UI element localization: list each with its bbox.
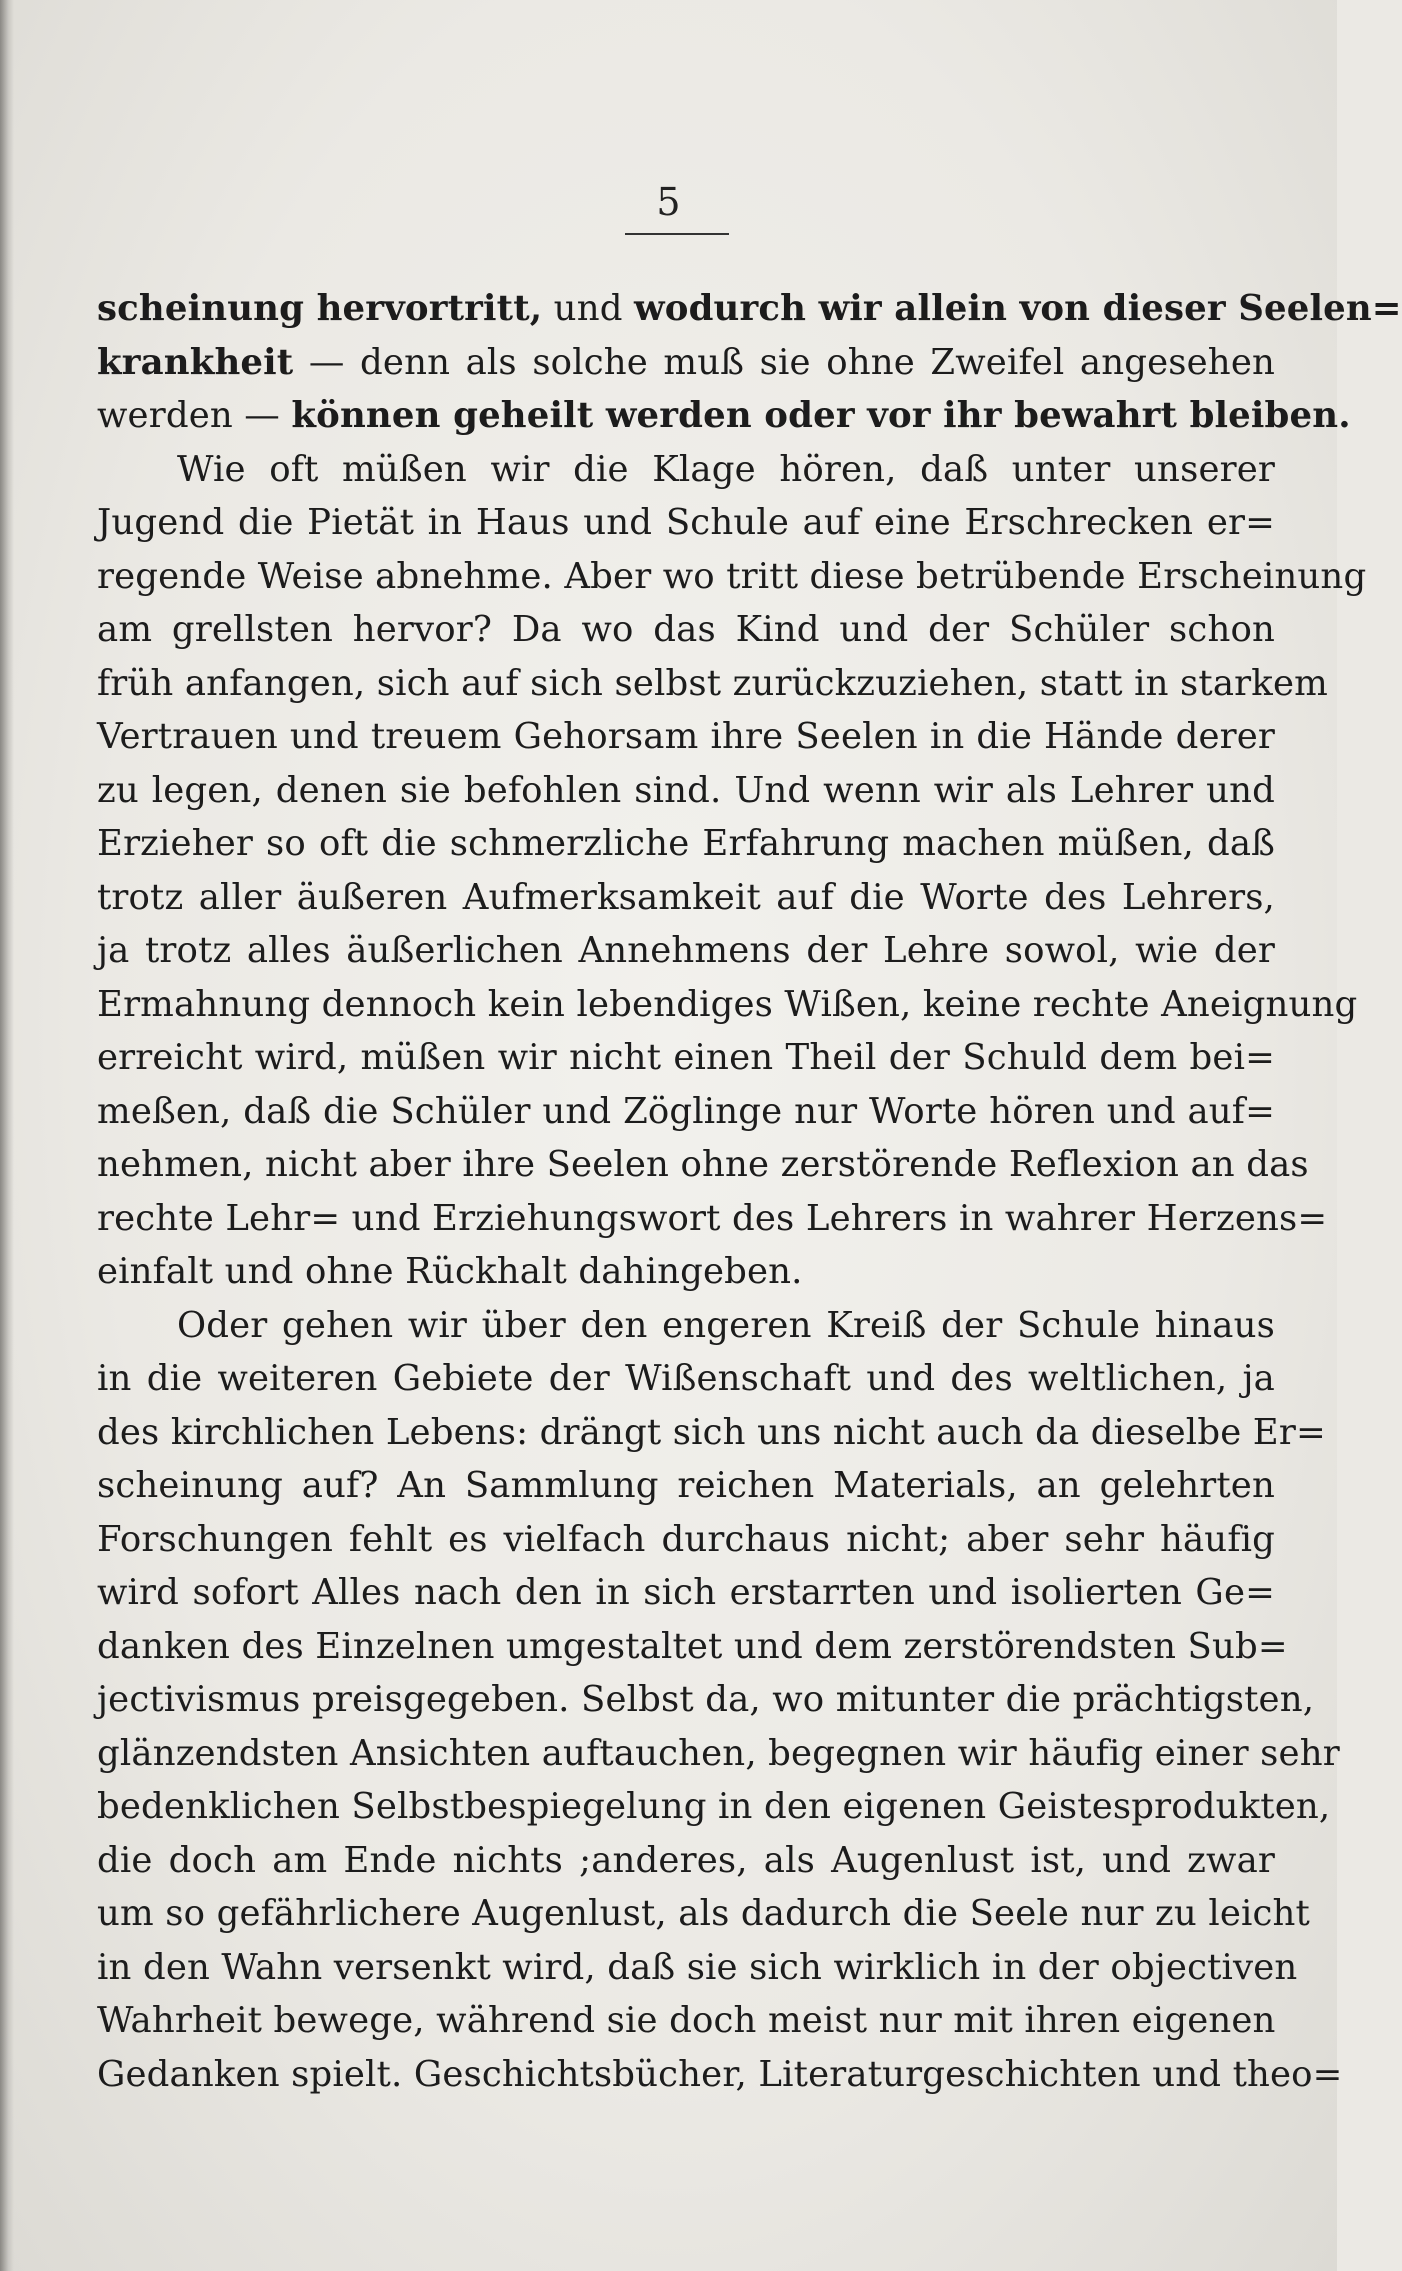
text-segment: regende Weise abnehme. Aber wo tritt diese betrübende Erscheinung (97, 555, 1367, 597)
body-text (97, 282, 1402, 2101)
text-line (97, 1299, 1275, 1353)
text-line (97, 2048, 1343, 2102)
text-segment: werden — (97, 395, 292, 436)
text-line (97, 282, 1402, 336)
text-line (97, 1085, 1275, 1139)
page-number-rule (625, 233, 729, 235)
text-line (97, 1941, 1298, 1995)
text-segment: Ermahnung dennoch kein lebendiges Wißen, keine rechte Aneignung (97, 983, 1358, 1025)
text-segment: wird sofort Alles nach den in sich erstarrten und isolierten Ge= (97, 1572, 1275, 1613)
text-segment: meßen, daß die Schüler und Zöglinge nur Worte hören und auf= (97, 1090, 1275, 1132)
text-segment: rechte Lehr= und Erziehungswort des Lehrers in wahrer Herzens= (97, 1197, 1328, 1239)
text-segment: Jugend die Pietät in Haus und Schule auf eine Erschrecken er= (97, 502, 1275, 543)
text-segment: Forschungen fehlt es vielfach durchaus nicht; aber sehr häufig (97, 1518, 1275, 1560)
text-line (97, 1406, 1326, 1460)
text-segment: um so gefährlichere Augenlust, als dadurch die Seele nur zu leicht (97, 1893, 1310, 1934)
text-segment: trotz aller äußeren Aufmerksamkeit auf die Worte des Lehrers, (97, 876, 1275, 918)
text-line (97, 1459, 1275, 1513)
text-segment: Oder gehen wir über den engeren Kreiß der Schule hinaus (177, 1304, 1275, 1346)
text-line (97, 443, 1275, 497)
text-segment: ja trotz alles äußerlichen Annehmens der Lehre sowol, wie der (97, 930, 1275, 971)
text-line (97, 1887, 1310, 1941)
text-segment: bedenklichen Selbstbespiegelung in den eigenen Geistesprodukten, (97, 1786, 1331, 1827)
text-segment: des kirchlichen Lebens: drängt sich uns nicht auch da dieselbe Er= (97, 1411, 1326, 1453)
bold-text-segment: können geheilt werden oder vor ihr bewahrt bleiben. (291, 395, 1351, 436)
text-segment: und (542, 288, 635, 329)
text-line (97, 710, 1275, 764)
text-segment: einfalt und ohne Rückhalt dahingeben. (97, 1251, 803, 1292)
text-line (97, 1727, 1340, 1781)
text-segment: zu legen, denen sie befohlen sind. Und wenn wir als Lehrer und (97, 769, 1275, 811)
text-segment: danken des Einzelnen umgestaltet und dem zerstörendsten Sub= (97, 1625, 1288, 1667)
text-line (97, 1620, 1288, 1674)
text-line (97, 817, 1275, 871)
bold-text-segment: krankheit (97, 341, 294, 383)
text-segment: in den Wahn versenkt wird, daß sie sich wirklich in der objectiven (97, 1946, 1298, 1988)
text-line (97, 871, 1275, 925)
text-segment: — denn als solche muß sie ohne Zweifel angesehen (293, 341, 1275, 383)
page-number: 5 (656, 180, 681, 224)
text-segment: glänzendsten Ansichten auftauchen, begegnen wir häufig einer sehr (97, 1732, 1340, 1774)
text-line (97, 1245, 1275, 1299)
text-line (97, 1834, 1275, 1888)
text-line (97, 1031, 1275, 1085)
text-line (97, 550, 1367, 604)
text-line (97, 764, 1275, 818)
page-binding-shadow (0, 0, 14, 2271)
text-segment: früh anfangen, sich auf sich selbst zurückzuziehen, statt in starkem (97, 662, 1328, 704)
text-segment: Wahrheit bewege, während sie doch meist nur mit ihren eigenen (97, 2000, 1276, 2041)
text-segment: jectivismus preisgegeben. Selbst da, wo mitunter die prächtigsten, (97, 1679, 1315, 1720)
text-segment: die doch am Ende nichts ;anderes, als Augenlust ist, und zwar (97, 1839, 1275, 1881)
text-segment: in die weiteren Gebiete der Wißenschaft und des weltlichen, ja (97, 1358, 1275, 1399)
text-line (97, 1352, 1275, 1406)
text-segment: Wie oft müßen wir die Klage hören, daß unter unserer (177, 448, 1275, 490)
text-segment: Gedanken spielt. Geschichtsbücher, Literaturgeschichten und theo= (97, 2053, 1343, 2095)
text-line (97, 496, 1275, 550)
text-line (97, 978, 1358, 1032)
bold-text-segment: scheinung hervortritt, (97, 288, 543, 329)
text-segment: scheinung auf? An Sammlung reichen Materials, an gelehrten (97, 1465, 1275, 1506)
text-line (97, 1513, 1275, 1567)
text-line (97, 657, 1328, 711)
text-line (97, 1138, 1309, 1192)
text-line (97, 924, 1275, 978)
text-line (97, 1192, 1328, 1246)
text-line (97, 389, 1351, 443)
text-segment: am grellsten hervor? Da wo das Kind und der Schüler schon (97, 609, 1275, 650)
text-segment: Erzieher so oft die schmerzliche Erfahrung machen müßen, daß (97, 823, 1275, 864)
text-line (97, 1994, 1275, 2048)
text-segment: nehmen, nicht aber ihre Seelen ohne zerstörende Reflexion an das (97, 1144, 1309, 1185)
text-segment: Vertrauen und treuem Gehorsam ihre Seelen in die Hände derer (97, 716, 1275, 757)
text-line (97, 1780, 1331, 1834)
text-line (97, 1566, 1275, 1620)
text-line (97, 1673, 1315, 1727)
text-segment: erreicht wird, müßen wir nicht einen Theil der Schuld dem bei= (97, 1037, 1275, 1078)
text-line (97, 603, 1275, 657)
text-line (97, 336, 1275, 390)
bold-text-segment: wodurch wir allein von dieser Seelen= (634, 288, 1402, 329)
